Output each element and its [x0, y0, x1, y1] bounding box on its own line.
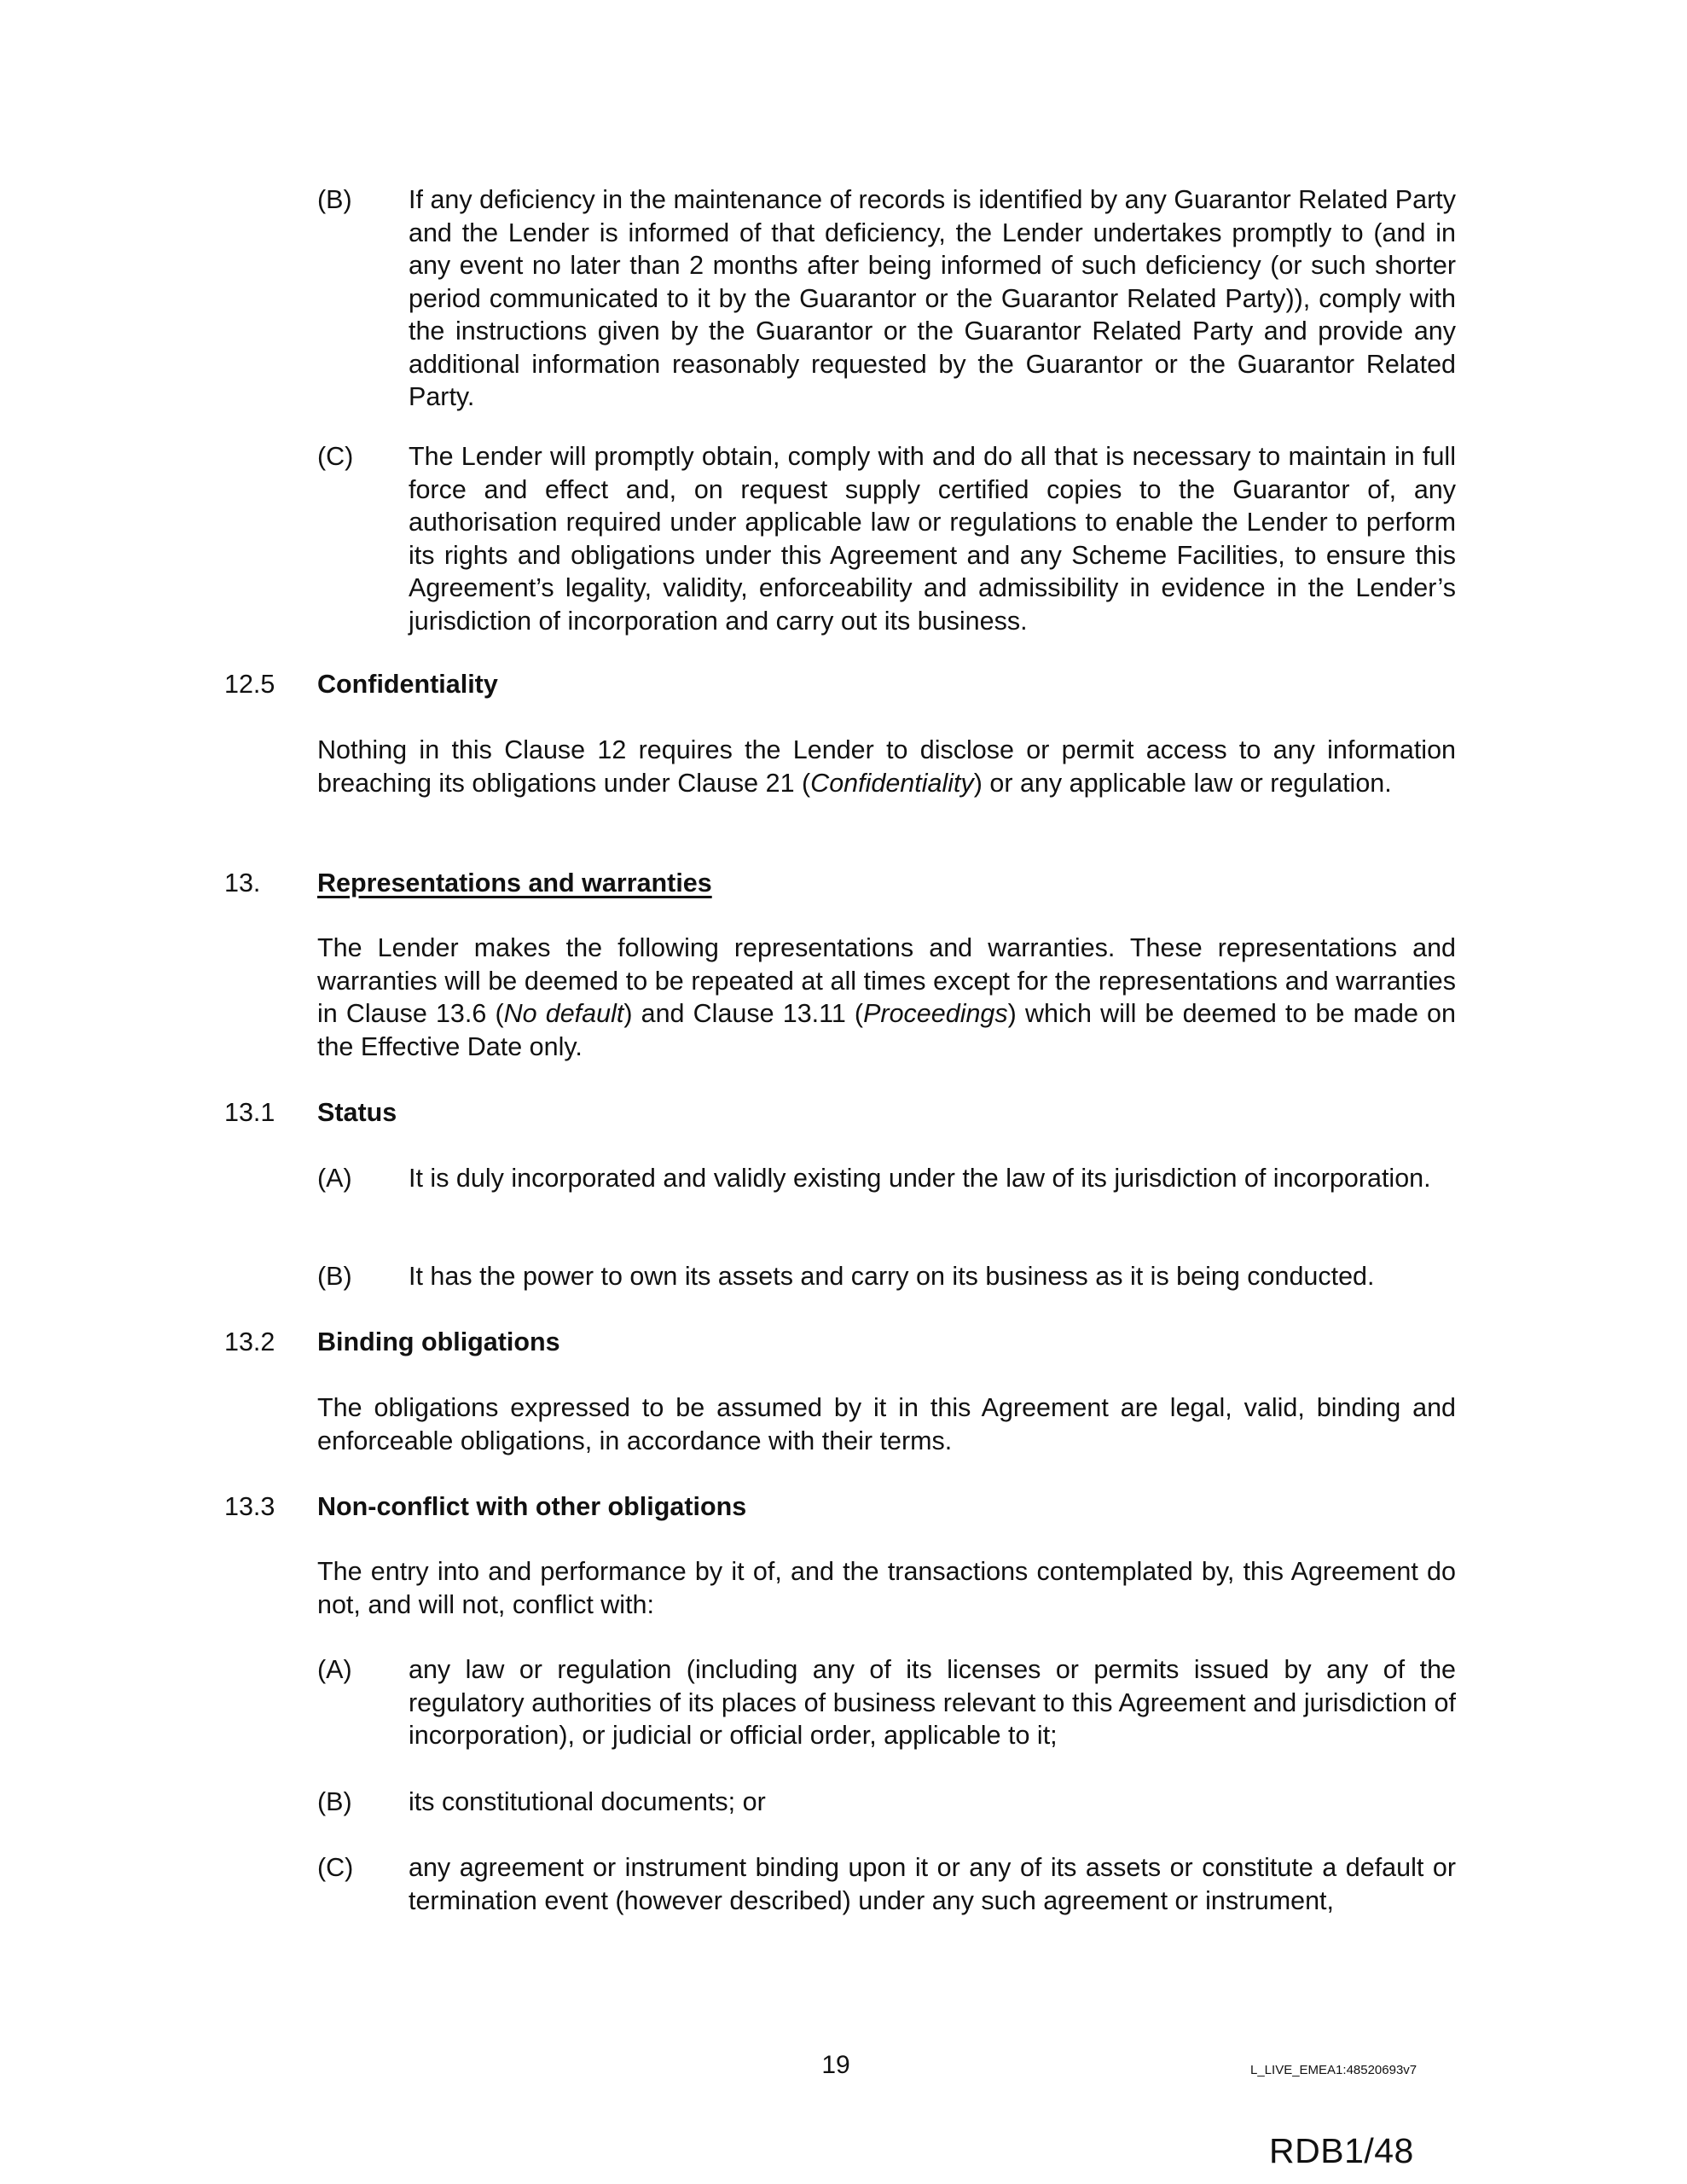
clause-13-italic-1: No default	[503, 999, 624, 1028]
clause-13-3-heading: Non-conflict with other obligations	[317, 1492, 747, 1521]
clause-13-2-text: The obligations expressed to be assumed by it in this Agreement are legal, valid, binding and enforceable obligations, in accordance with their terms.	[317, 1393, 1456, 1455]
clause-12-4-item-b	[317, 183, 1456, 414]
clause-13-number: 13.	[224, 868, 261, 897]
bundle-stamp: RDB1/48	[1269, 2131, 1414, 2170]
clause-13-3-text: The entry into and performance by it of, and the transactions contemplated by, this Agreement do not, and will not, conflict with:	[317, 1557, 1456, 1619]
clause-13-2-heading: Binding obligations	[317, 1327, 560, 1356]
clause-13-1-number: 13.1	[224, 1098, 275, 1127]
item-text: It is duly incorporated and validly existing under the law of its jurisdiction of incorporation.	[409, 1164, 1431, 1193]
clause-13-text-3: ) which will be deemed to be made on the Effective Date only.	[317, 999, 1456, 1061]
clause-13-text-1: The Lender makes the following representations and warranties. These representations and warranties will be deemed to be repeated at all times except for the representations and warranties in Clause 13.6 (	[317, 933, 1456, 1028]
item-text: If any deficiency in the maintenance of records is identified by any Guarantor Related Party and the Lender is informed of that deficiency, the Lender undertakes promptly to (and in any event no later than 2 months after being informed of such deficiency (or such shorter period communicated to it by the Guarantor or the Guarantor Related Party)), comply with the instructions given by the Guarantor or the Guarantor Related Party and provide any additional information reasonably requested by the Guarantor or the Guarantor Related Party.	[409, 185, 1456, 411]
item-label: (B)	[317, 185, 352, 214]
clause-13-heading: Representations and warranties	[317, 868, 712, 897]
item-label: (A)	[317, 1164, 352, 1193]
clause-13-1-heading: Status	[317, 1098, 397, 1127]
clause-13-3-number: 13.3	[224, 1492, 275, 1521]
item-label: (B)	[317, 1262, 352, 1291]
clause-13-1-item-a	[317, 1162, 1456, 1195]
item-text: its constitutional documents; or	[409, 1787, 766, 1816]
clause-13-3-item-c	[317, 1851, 1456, 1917]
clause-13-2-number: 13.2	[224, 1327, 275, 1356]
item-label: (C)	[317, 442, 354, 471]
item-label: (B)	[317, 1787, 352, 1816]
clause-13-intro	[317, 932, 1456, 1063]
clause-13-text-2: ) and Clause 13.11 (	[623, 999, 864, 1028]
item-text: The Lender will promptly obtain, comply with and do all that is necessary to maintain in full force and effect and, on request supply certified copies to the Guarantor of, any authorisation required under applicable law or regulations to enable the Lender to perform its rights and obligations under this Agreement and any Scheme Facilities, to ensure this Agreement’s legality, validity, enforceability and admissibility in evidence in the Lender’s jurisdiction of incorporation and carry out its business.	[409, 442, 1456, 636]
clause-12-5-heading: Confidentiality	[317, 670, 498, 699]
clause-12-5-text-after: ) or any applicable law or regulation.	[973, 768, 1392, 798]
clause-12-5-text	[317, 734, 1456, 799]
clause-12-5-text-italic: Confidentiality	[810, 768, 974, 798]
clause-12-4-item-c	[317, 440, 1456, 637]
item-text: any agreement or instrument binding upon it or any of its assets or constitute a default or termination event (however described) under any such agreement or instrument,	[409, 1853, 1456, 1915]
clause-12-5-text-before: Nothing in this Clause 12 requires the Lender to disclose or permit access to any information breaching its obligations under Clause 21 (	[317, 735, 1456, 798]
clause-13-italic-2: Proceedings	[863, 999, 1008, 1028]
clause-13-3-item-b	[317, 1786, 1456, 1819]
item-text: It has the power to own its assets and carry on its business as it is being conducted.	[409, 1262, 1375, 1291]
clause-13-3-item-a	[317, 1653, 1456, 1752]
item-text: any law or regulation (including any of its licenses or permits issued by any of the regulatory authorities of its places of business relevant to this Agreement and jurisdiction of incorporation), or judicial or official order, applicable to it;	[409, 1655, 1456, 1750]
clause-12-5-number: 12.5	[224, 670, 275, 699]
document-reference: L_LIVE_EMEA1:48520693v7	[1250, 2063, 1417, 2077]
item-label: (A)	[317, 1655, 352, 1684]
page-number: 19	[821, 2051, 850, 2079]
item-label: (C)	[317, 1853, 354, 1882]
clause-13-1-item-b	[317, 1260, 1456, 1293]
